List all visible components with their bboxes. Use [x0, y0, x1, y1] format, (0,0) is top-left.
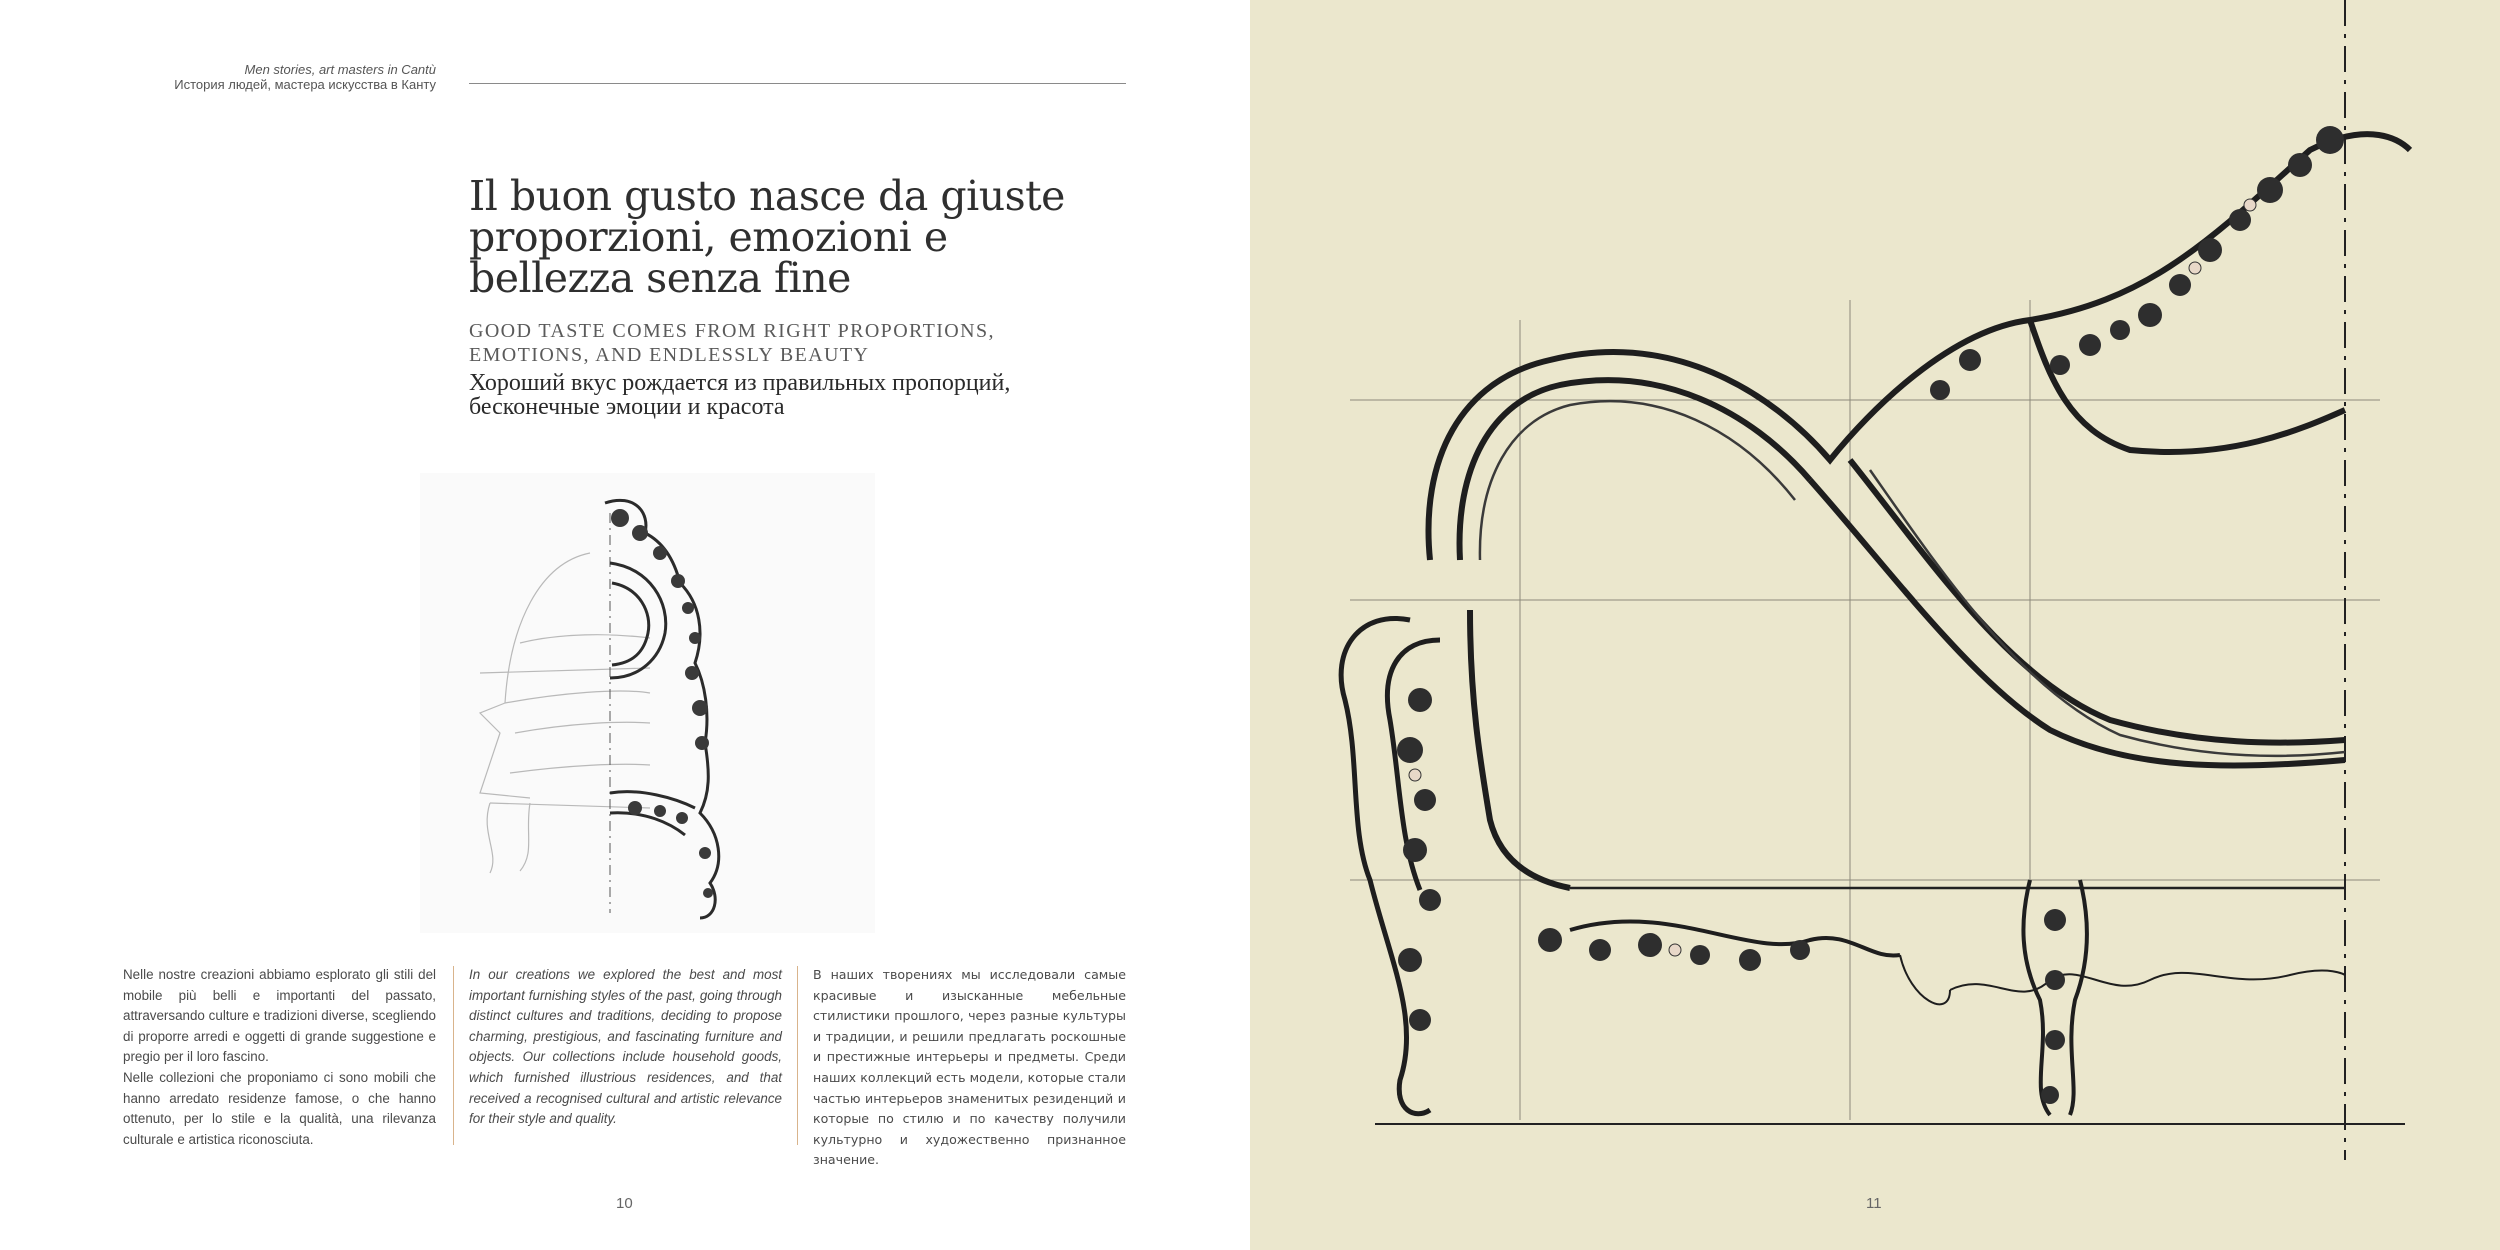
paragraph: В наших творениях мы исследовали самые красивые и изысканные мебельные стилистики прошлого, через разные культуры и традиции, и решили предлагать роскошные и престижные интерьеры и предметы. Среди наших коллекций есть модели, которые стали частью интерьеров знаменитых резиденций и которые по стилю и по качеству получили культурно и художественно признанное значение. — [813, 967, 1126, 1168]
title-italian-line: proporzioni, emozioni e — [469, 213, 948, 261]
title-english-line: EMOTIONS, AND ENDLESSLY BEAUTY — [469, 344, 870, 366]
paragraph: In our creations we explored the best and most important furnishing styles of the past, going through distinct cultures and traditions, deciding to propose charming, prestigious, and fascinating furniture and objects. Our collections include household goods, which furnished illustrious residences, and that received a recognised cultural and artistic relevance for their style and quality. — [469, 967, 782, 1127]
title-russian-line: Хороший вкус рождается из правильных пропорций, — [469, 370, 1011, 396]
title-english-line: GOOD TASTE COMES FROM RIGHT PROPORTIONS, — [469, 320, 995, 342]
running-head-russian: История людей, мастера искусства в Канту — [174, 77, 436, 92]
title-italian-line: bellezza senza fine — [469, 254, 851, 302]
sofa-technical-drawing — [1250, 0, 2500, 1250]
page-number-left: 10 — [616, 1195, 633, 1212]
title-russian — [469, 371, 1189, 419]
body-text-russian — [813, 965, 1126, 1171]
right-page-drawing — [1250, 0, 2500, 1250]
title-russian-line: бесконечные эмоции и красота — [469, 394, 785, 420]
paragraph: Nelle nostre creazioni abbiamo esplorato gli stili del mobile più belli e importanti del passato, attraversando culture e tradizioni diverse, scegliendo di proporre arredi e oggetti di grande suggestione e pregio per il loro fascino. — [123, 967, 436, 1065]
running-head-italian: Men stories, art masters in Cantù — [244, 62, 436, 77]
sofa-sketch-image — [420, 473, 875, 933]
body-text-english — [469, 965, 782, 1130]
title-italian-line: Il buon gusto nasce da giuste — [469, 172, 1065, 220]
paragraph: Nelle collezioni che proponiamo ci sono mobili che hanno arredato residenze famose, o che hanno ottenuto, per lo stile e la qualità, una rilevanza culturale e artistica riconosciuta. — [123, 1069, 436, 1147]
title-english — [469, 319, 1149, 367]
running-head — [174, 62, 436, 92]
header-rule — [469, 83, 1126, 84]
page-number-right: 11 — [1866, 1195, 1882, 1212]
title-italian — [469, 172, 1189, 302]
column-divider — [797, 966, 798, 1145]
body-text-italian — [123, 965, 436, 1150]
column-divider — [453, 966, 454, 1145]
